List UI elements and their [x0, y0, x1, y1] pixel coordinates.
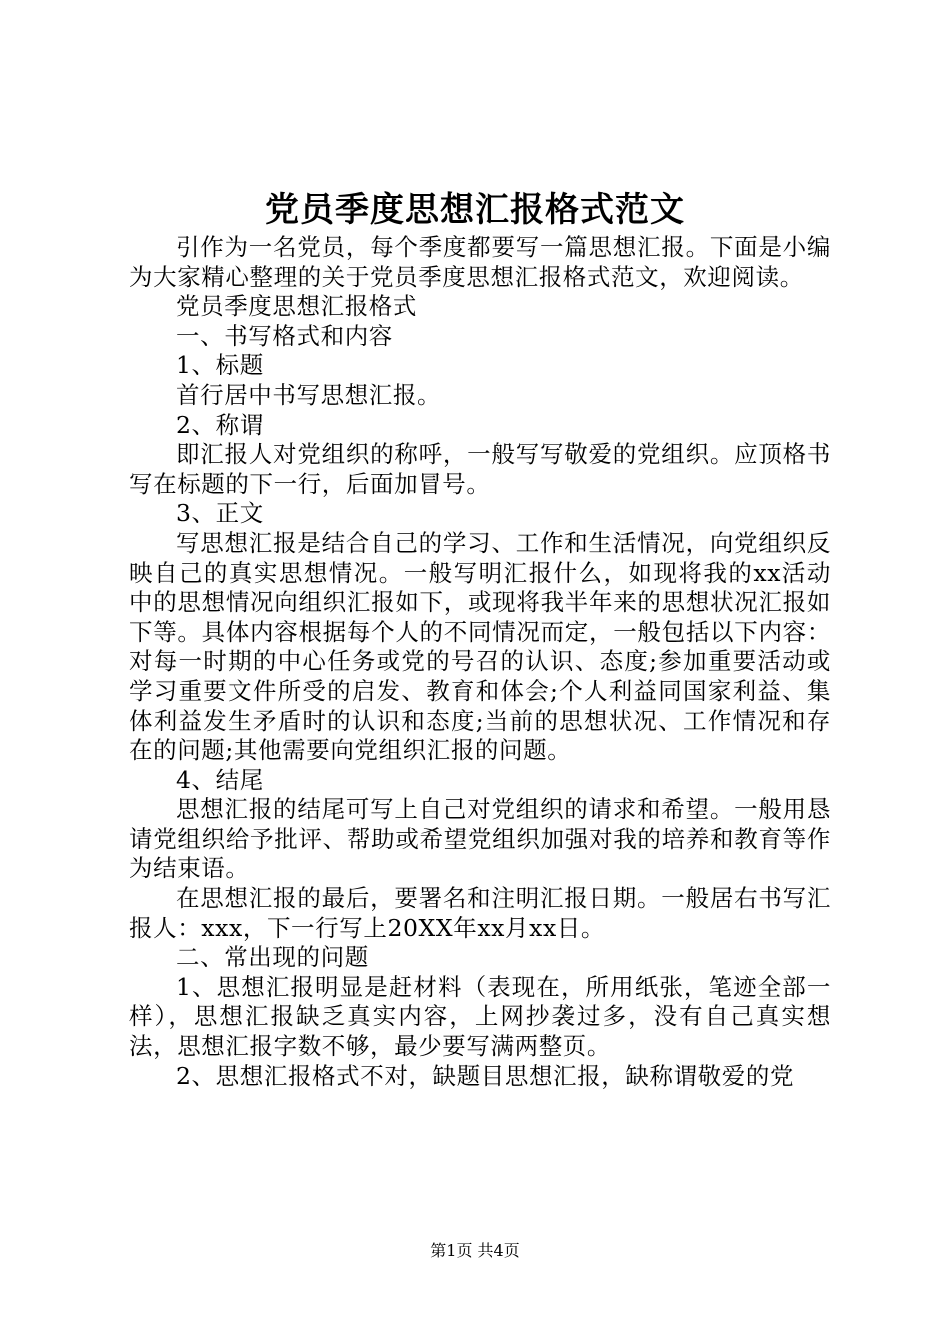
- paragraph-title-desc: 首行居中书写思想汇报。: [176, 380, 442, 409]
- paragraph-intro: 引作为一名党员，每个季度都要写一篇思想汇报。下面是小编为大家精心整理的关于党员季度思想汇报格式范文，欢迎阅读。: [129, 233, 831, 291]
- page-footer: 第1页 共4页: [430, 1241, 520, 1260]
- paragraph-signature-desc: 在思想汇报的最后，要署名和注明汇报日期。一般居右书写汇报人：xxx，下一行写上20XX年xx月xx日。: [129, 884, 831, 942]
- paragraph-salutation-desc: 即汇报人对党组织的称呼，一般写写敬爱的党组织。应顶格书写在标题的下一行，后面加冒号。: [129, 440, 831, 498]
- paragraph-problem-2: 2、思想汇报格式不对，缺题目思想汇报，缺称谓敬爱的党: [176, 1061, 795, 1090]
- paragraph-section-one: 一、书写格式和内容: [176, 321, 393, 350]
- paragraph-item-ending: 4、结尾: [176, 765, 264, 794]
- paragraph-item-body: 3、正文: [176, 499, 264, 528]
- paragraph-item-salutation: 2、称谓: [176, 410, 264, 439]
- paragraph-problem-1: 1、思想汇报明显是赶材料（表现在，所用纸张，笔迹全部一样），思想汇报缺乏真实内容，上网抄袭过多，没有自己真实想法，思想汇报字数不够，最少要写满两整页。: [129, 972, 831, 1061]
- paragraph-item-title: 1、标题: [176, 351, 264, 380]
- paragraph-section-two: 二、常出现的问题: [176, 943, 369, 972]
- document-title: 党员季度思想汇报格式范文: [265, 190, 685, 230]
- document-body: [129, 233, 831, 1091]
- paragraph-body-desc: 写思想汇报是结合自己的学习、工作和生活情况，向党组织反映自己的真实思想情况。一般写明汇报什么，如现将我的xx活动中的思想情况向组织汇报如下，或现将我半年来的思想状况汇报如下等。具体内容根据每个人的不同情况而定，一般包括以下内容：对每一时期的中心任务或党的号召的认识、态度;参加重要活动或学习重要文件所受的启发、教育和体会;个人利益同国家利益、集体利益发生矛盾时的认识和态度;当前的思想状况、工作情况和存在的问题;其他需要向党组织汇报的问题。: [129, 528, 831, 765]
- paragraph-ending-desc: 思想汇报的结尾可写上自己对党组织的请求和希望。一般用恳请党组织给予批评、帮助或希望党组织加强对我的培养和教育等作为结束语。: [129, 795, 831, 883]
- paragraph-heading-format: 党员季度思想汇报格式: [176, 292, 417, 321]
